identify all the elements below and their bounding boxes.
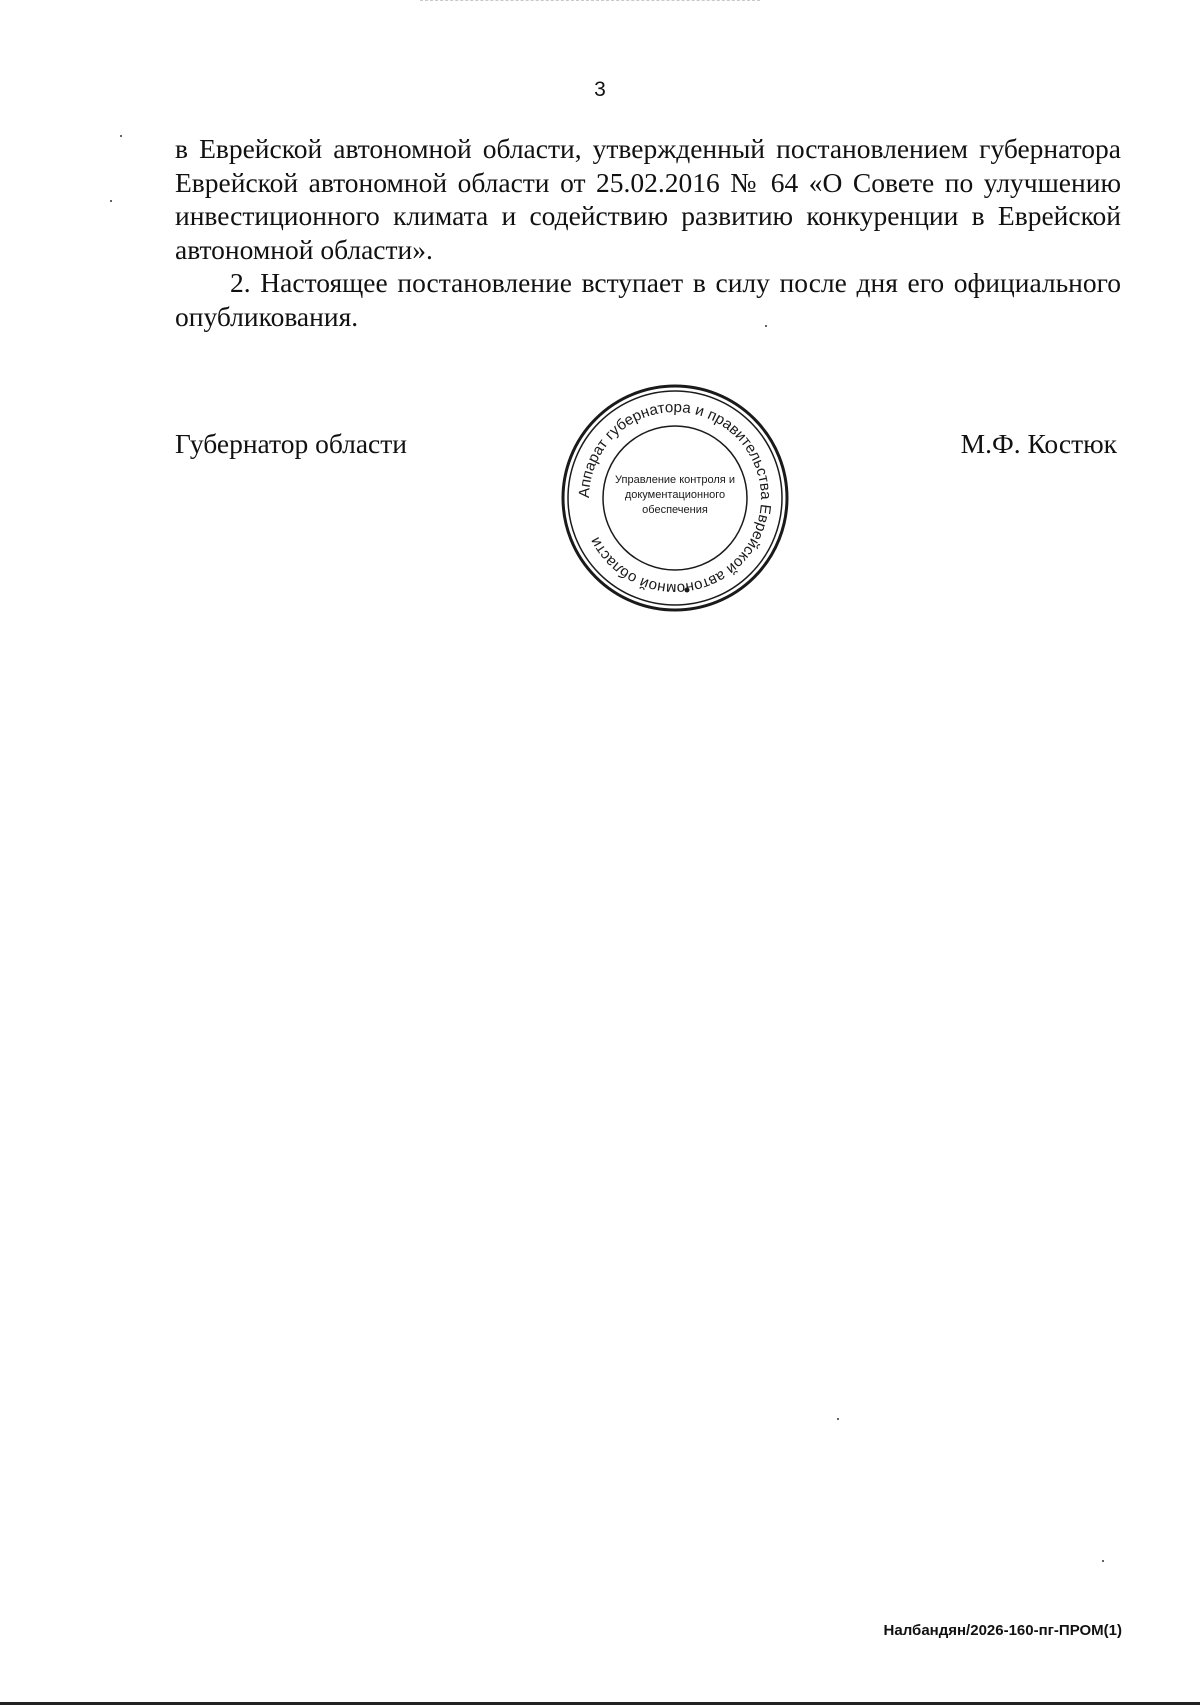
body-text: [175, 132, 1121, 333]
page-number: 3: [594, 78, 606, 101]
paragraph-1: в Еврейской автономной области, утвержденный постановлением губернатора Еврейской автономной области от 25.02.2016 № 64 «О Совете по улучшению инвестиционного климата и содействию развитию конкуренции в Еврейской автономной области».: [175, 133, 1121, 265]
scan-speck: [765, 325, 767, 327]
paragraph-2: 2. Настоящее постановление вступает в силу после дня его официального опубликования.: [175, 267, 1121, 332]
signatory-position: Губернатор области: [175, 428, 407, 459]
scan-bottom-edge: [0, 1702, 1200, 1705]
stamp-inner-line-3: обеспечения: [642, 504, 708, 516]
scan-speck: [1102, 1560, 1104, 1562]
scan-top-edge: [420, 0, 760, 3]
stamp-outer-text: Аппарат губернатора и правительства Еврейской автономной области: [575, 398, 775, 598]
stamp-inner-line-1: Управление контроля и: [615, 474, 735, 486]
scan-speck: [837, 1418, 839, 1420]
stamp-star-icon: [685, 588, 690, 593]
footer-reference: Налбандян/2026-160-пг-ПРОМ(1): [883, 1622, 1122, 1639]
signatory-name: М.Ф. Костюк: [960, 428, 1117, 459]
scan-speck: [110, 200, 112, 202]
stamp-inner-line-2: документационного: [624, 489, 726, 501]
official-stamp: [557, 380, 793, 616]
scan-speck: [120, 135, 122, 137]
